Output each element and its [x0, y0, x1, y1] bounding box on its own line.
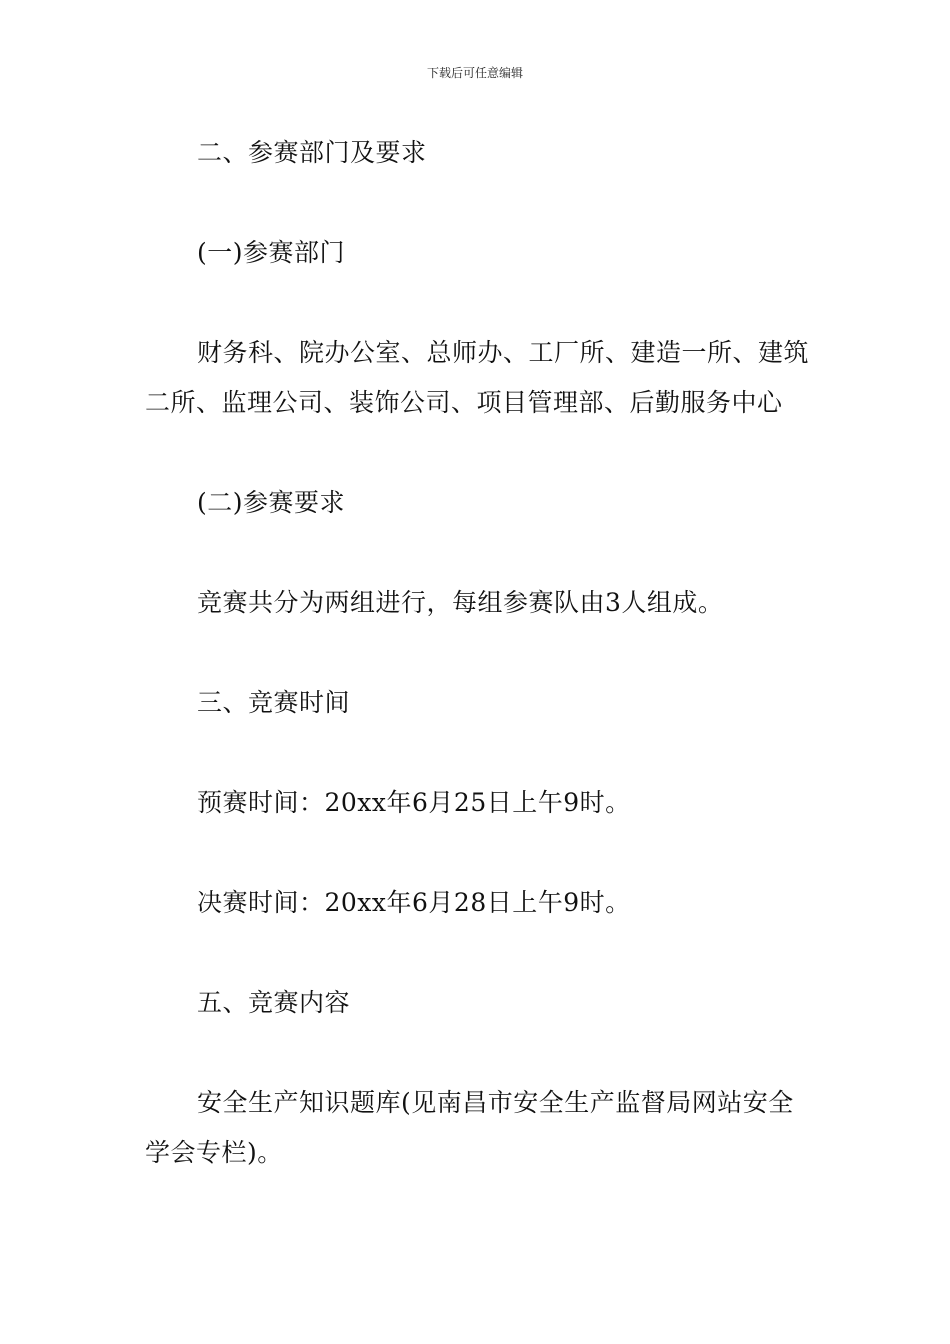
content-description: 安全生产知识题库(见南昌市安全生产监督局网站安全学会专栏)。 — [145, 1088, 794, 1167]
requirements-text: 竞赛共分为两组进行，每组参赛队由3人组成。 — [197, 588, 724, 617]
document-body — [145, 128, 810, 1178]
department-list: 财务科、院办公室、总师办、工厂所、建造一所、建筑二所、监理公司、装饰公司、项目管理部、后勤服务中心 — [145, 338, 810, 417]
subheading-departments: (一)参赛部门 — [197, 238, 346, 267]
page-header: 下载后可任意编辑 — [426, 66, 523, 80]
preliminary-time: 预赛时间：20xx年6月25日上午9时。 — [197, 788, 631, 817]
section-heading-participants: 二、参赛部门及要求 — [197, 138, 427, 167]
section-heading-time: 三、竞赛时间 — [197, 688, 351, 717]
subheading-requirements: (二)参赛要求 — [197, 488, 346, 517]
final-time: 决赛时间：20xx年6月28日上午9时。 — [197, 888, 631, 917]
section-heading-content: 五、竞赛内容 — [197, 988, 351, 1017]
